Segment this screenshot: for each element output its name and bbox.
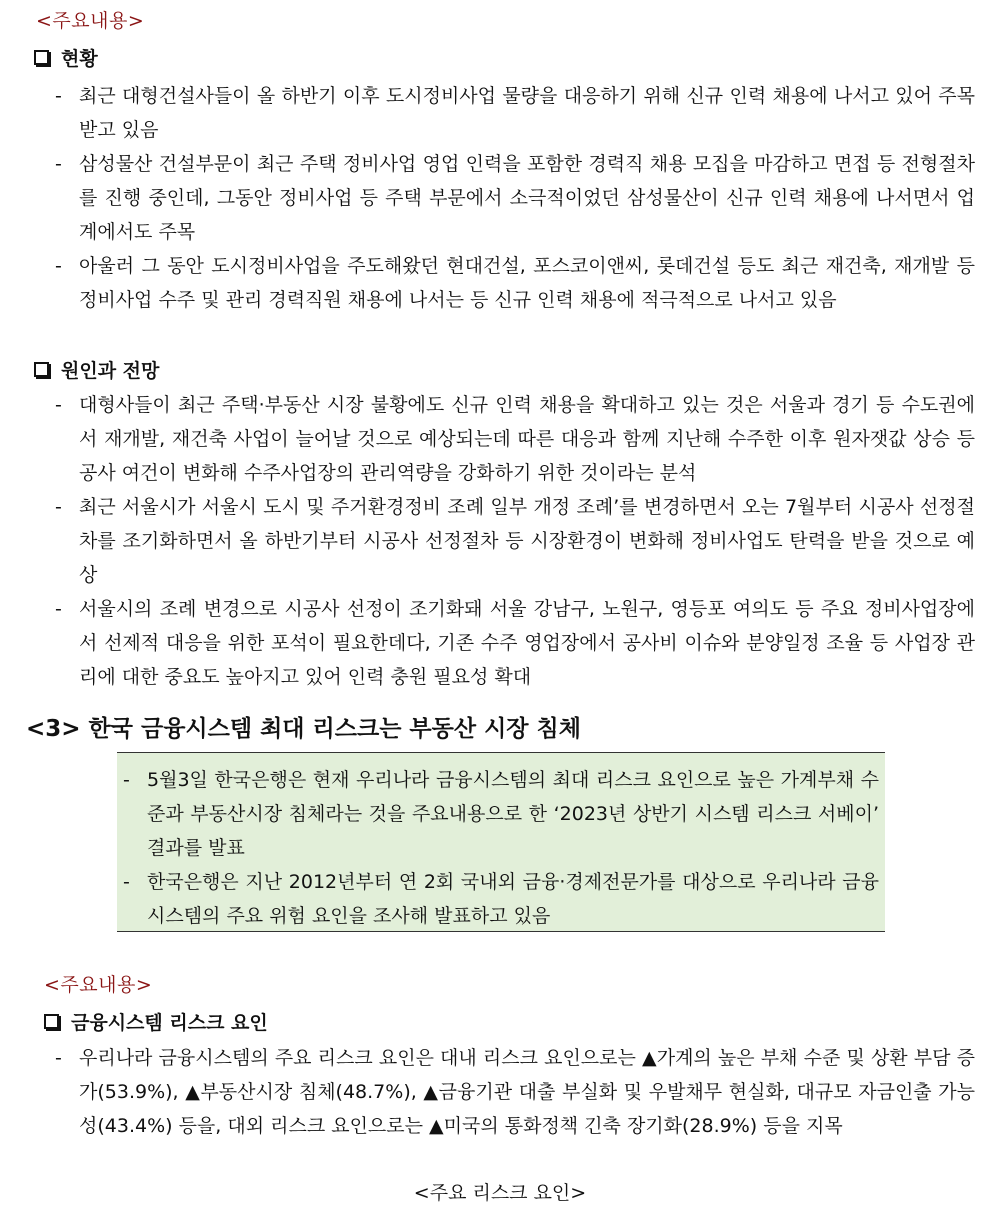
square-bullet-icon [44, 1014, 59, 1029]
summary-bullet-1 [123, 763, 879, 865]
summary-bullet-2 [123, 865, 879, 933]
heading-risk-factors-text: 금융시스템 리스크 요인 [71, 1012, 268, 1034]
dash-marker: - [55, 85, 62, 107]
summary-bullet-2-text: 한국은행은 지난 2012년부터 연 2회 국내외 금융·경제전문가를 대상으로 우리나라 금융시스템의 주요 위험 요인을 조사해 발표하고 있음 [147, 871, 879, 927]
status-bullet-3 [55, 249, 975, 317]
status-bullet-2 [55, 147, 975, 249]
main-content-label-2: <주요내용> [44, 974, 153, 996]
cause-bullet-1 [55, 388, 975, 490]
cause-bullet-2 [55, 490, 975, 592]
heading-cause-text: 원인과 전망 [61, 360, 160, 382]
heading-status-text: 현황 [61, 48, 98, 70]
summary-box [117, 752, 885, 932]
heading-status [34, 44, 98, 71]
dash-marker: - [55, 496, 62, 518]
dash-marker: - [55, 1047, 62, 1069]
cause-bullet-2-text: 최근 서울시가 서울시 도시 및 주거환경정비 조례 일부 개정 조례’를 변경하면서 오는 7월부터 시공사 선정절차를 조기화하면서 올 하반기부터 시공사 선정절차 등 시장환경이 변화해 정비사업도 탄력을 받을 것으로 예상 [79, 496, 975, 586]
summary-bullet-1-text: 5월3일 한국은행은 현재 우리나라 금융시스템의 최대 리스크 요인으로 높은 가계부채 수준과 부동산시장 침체라는 것을 주요내용으로 한 ‘2023년 상반기 시스템 리스크 서베이’ 결과를 발표 [147, 769, 879, 859]
heading-risk-factors [44, 1008, 268, 1035]
dash-marker: - [55, 255, 62, 277]
dash-marker: - [55, 598, 62, 620]
dash-marker: - [123, 871, 130, 893]
dash-marker: - [123, 769, 130, 791]
square-bullet-icon [34, 362, 49, 377]
cause-bullet-3-text: 서울시의 조례 변경으로 시공사 선정이 조기화돼 서울 강남구, 노원구, 영등포 여의도 등 주요 정비사업장에서 선제적 대응을 위한 포석이 필요한데다, 기존 수주 영업장에서 공사비 이슈와 분양일정 조율 등 사업장 관리에 대한 중요도 높아지고 있어 인력 충원 필요성 확대 [79, 598, 975, 688]
section-3-title: <3> 한국 금융시스템 최대 리스크는 부동산 시장 침체 [26, 716, 581, 742]
status-bullet-1 [55, 79, 975, 147]
cause-bullet-1-text: 대형사들이 최근 주택·부동산 시장 불황에도 신규 인력 채용을 확대하고 있는 것은 서울과 경기 등 수도권에서 재개발, 재건축 사업이 늘어날 것으로 예상되는데 따른 대응과 함께 지난해 수주한 이후 원자잿값 상승 등 공사 여건이 변화해 수주사업장의 관리역량을 강화하기 위한 것이라는 분석 [79, 394, 975, 484]
dash-marker: - [55, 153, 62, 175]
square-bullet-icon [34, 50, 49, 65]
status-bullet-1-text: 최근 대형건설사들이 올 하반기 이후 도시정비사업 물량을 대응하기 위해 신규 인력 채용에 나서고 있어 주목받고 있음 [79, 85, 975, 141]
cause-bullet-3 [55, 592, 975, 694]
status-bullet-2-text: 삼성물산 건설부문이 최근 주택 정비사업 영업 인력을 포함한 경력직 채용 모집을 마감하고 면접 등 전형절차를 진행 중인데, 그동안 정비사업 등 주택 부문에서 소극적이었던 삼성물산이 신규 인력 채용에 나서면서 업계에서도 주목 [79, 153, 975, 243]
risk-bullet-1 [55, 1041, 975, 1143]
figure-caption: <주요 리스크 요인> [413, 1182, 587, 1204]
main-content-label: <주요내용> [36, 10, 145, 32]
risk-bullet-1-text: 우리나라 금융시스템의 주요 리스크 요인은 대내 리스크 요인으로는 ▲가계의 높은 부채 수준 및 상환 부담 증가(53.9%), ▲부동산시장 침체(48.7%), ▲금융기관 대출 부실화 및 우발채무 현실화, 대규모 자금인출 가능성(43.4%) 등을, 대외 리스크 요인으로는 ▲미국의 통화정책 긴축 장기화(28.9%) 등을 지목 [79, 1047, 975, 1137]
heading-cause [34, 356, 159, 383]
dash-marker: - [55, 394, 62, 416]
status-bullet-3-text: 아울러 그 동안 도시정비사업을 주도해왔던 현대건설, 포스코이앤씨, 롯데건설 등도 최근 재건축, 재개발 등 정비사업 수주 및 관리 경력직원 채용에 나서는 등 신규 인력 채용에 적극적으로 나서고 있음 [79, 255, 975, 311]
